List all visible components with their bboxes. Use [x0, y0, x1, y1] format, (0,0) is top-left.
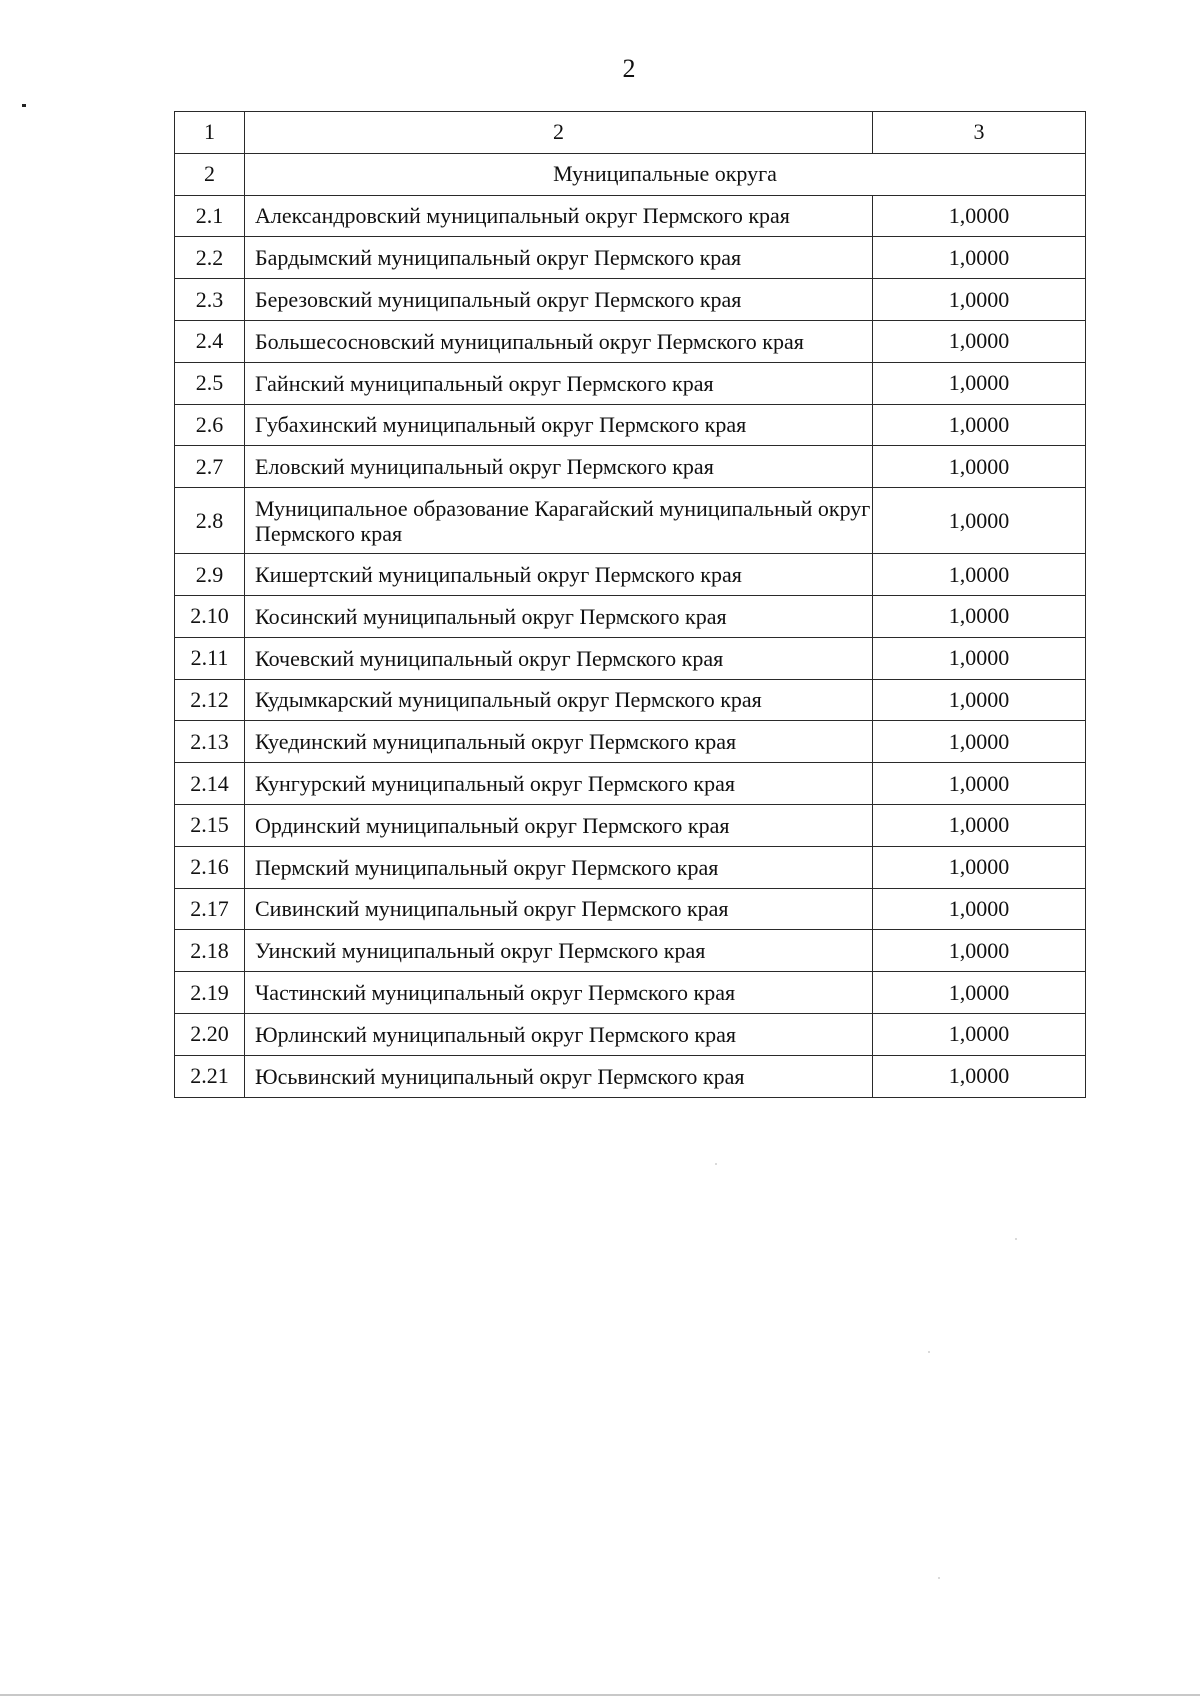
row-name: Юсьвинский муниципальный округ Пермского края: [245, 1055, 873, 1097]
row-number: 2.7: [175, 446, 245, 488]
header-row: [175, 112, 1086, 154]
row-value: 1,0000: [873, 595, 1086, 637]
row-value: 1,0000: [873, 362, 1086, 404]
row-name: Сивинский муниципальный округ Пермского края: [245, 888, 873, 930]
page-number: 2: [622, 54, 636, 83]
table-body: [175, 112, 1086, 1098]
row-number: 2.18: [175, 930, 245, 972]
table-row: [175, 362, 1086, 404]
table-row: [175, 195, 1086, 237]
table-row: [175, 404, 1086, 446]
table-row: [175, 972, 1086, 1014]
row-name: Кишертский муниципальный округ Пермского края: [245, 554, 873, 596]
row-number: 2.17: [175, 888, 245, 930]
row-number: 2.6: [175, 404, 245, 446]
table-row: [175, 237, 1086, 279]
row-value: 1,0000: [873, 637, 1086, 679]
scan-speck: [938, 1577, 940, 1579]
scan-speck: [1015, 1238, 1017, 1240]
row-value: 1,0000: [873, 320, 1086, 362]
row-number: 2.16: [175, 846, 245, 888]
row-number: 2.5: [175, 362, 245, 404]
table-row: [175, 488, 1086, 554]
row-name: Еловский муниципальный округ Пермского края: [245, 446, 873, 488]
row-number: 2.15: [175, 804, 245, 846]
row-number: 2.10: [175, 595, 245, 637]
row-value: 1,0000: [873, 279, 1086, 321]
row-number: 2.3: [175, 279, 245, 321]
scan-speck: [928, 1351, 930, 1353]
row-number: 2.4: [175, 320, 245, 362]
section-row: [175, 153, 1086, 195]
row-value: 1,0000: [873, 888, 1086, 930]
row-number: 2.14: [175, 763, 245, 805]
table-row: [175, 320, 1086, 362]
row-value: 1,0000: [873, 846, 1086, 888]
row-name: Александровский муниципальный округ Пермского края: [245, 195, 873, 237]
table-row: [175, 1055, 1086, 1097]
row-name: Березовский муниципальный округ Пермского края: [245, 279, 873, 321]
row-value: 1,0000: [873, 488, 1086, 554]
row-value: 1,0000: [873, 679, 1086, 721]
row-value: 1,0000: [873, 404, 1086, 446]
table-row: [175, 721, 1086, 763]
row-name: Губахинский муниципальный округ Пермского края: [245, 404, 873, 446]
row-number: 2.9: [175, 554, 245, 596]
row-number: 2.13: [175, 721, 245, 763]
row-name: Ординский муниципальный округ Пермского края: [245, 804, 873, 846]
scan-mark: [22, 104, 26, 107]
section-title: Муниципальные округа: [245, 153, 1086, 195]
row-number: 2.11: [175, 637, 245, 679]
row-value: 1,0000: [873, 1013, 1086, 1055]
table-row: [175, 804, 1086, 846]
table-row: [175, 763, 1086, 805]
row-number: 2.1: [175, 195, 245, 237]
row-name: Уинский муниципальный округ Пермского края: [245, 930, 873, 972]
row-value: 1,0000: [873, 237, 1086, 279]
row-name: Большесосновский муниципальный округ Пермского края: [245, 320, 873, 362]
row-value: 1,0000: [873, 972, 1086, 1014]
row-number: 2.19: [175, 972, 245, 1014]
scan-speck: [715, 1163, 717, 1165]
table-row: [175, 1013, 1086, 1055]
row-value: 1,0000: [873, 804, 1086, 846]
row-name: Муниципальное образование Карагайский муниципальный округ Пермского края: [245, 488, 873, 554]
row-number: 2.20: [175, 1013, 245, 1055]
row-number: 2.2: [175, 237, 245, 279]
table-row: [175, 446, 1086, 488]
row-name: Юрлинский муниципальный округ Пермского края: [245, 1013, 873, 1055]
row-name: Кочевский муниципальный округ Пермского края: [245, 637, 873, 679]
row-name: Косинский муниципальный округ Пермского края: [245, 595, 873, 637]
coefficients-table: [174, 111, 1086, 1098]
row-name: Частинский муниципальный округ Пермского края: [245, 972, 873, 1014]
table-row: [175, 595, 1086, 637]
header-cell-2: 2: [245, 112, 873, 154]
row-name: Кунгурский муниципальный округ Пермского края: [245, 763, 873, 805]
section-number: 2: [175, 153, 245, 195]
row-number: 2.12: [175, 679, 245, 721]
row-name: Бардымский муниципальный округ Пермского края: [245, 237, 873, 279]
row-value: 1,0000: [873, 930, 1086, 972]
row-number: 2.8: [175, 488, 245, 554]
table-row: [175, 279, 1086, 321]
row-name: Гайнский муниципальный округ Пермского края: [245, 362, 873, 404]
table-row: [175, 554, 1086, 596]
table-row: [175, 930, 1086, 972]
header-cell-3: 3: [873, 112, 1086, 154]
table-row: [175, 846, 1086, 888]
row-value: 1,0000: [873, 446, 1086, 488]
table-row: [175, 679, 1086, 721]
row-name: Кудымкарский муниципальный округ Пермского края: [245, 679, 873, 721]
row-value: 1,0000: [873, 763, 1086, 805]
row-value: 1,0000: [873, 1055, 1086, 1097]
row-value: 1,0000: [873, 554, 1086, 596]
row-value: 1,0000: [873, 195, 1086, 237]
row-name: Пермский муниципальный округ Пермского края: [245, 846, 873, 888]
table-row: [175, 888, 1086, 930]
table-row: [175, 637, 1086, 679]
row-value: 1,0000: [873, 721, 1086, 763]
row-number: 2.21: [175, 1055, 245, 1097]
row-name: Куединский муниципальный округ Пермского края: [245, 721, 873, 763]
header-cell-1: 1: [175, 112, 245, 154]
